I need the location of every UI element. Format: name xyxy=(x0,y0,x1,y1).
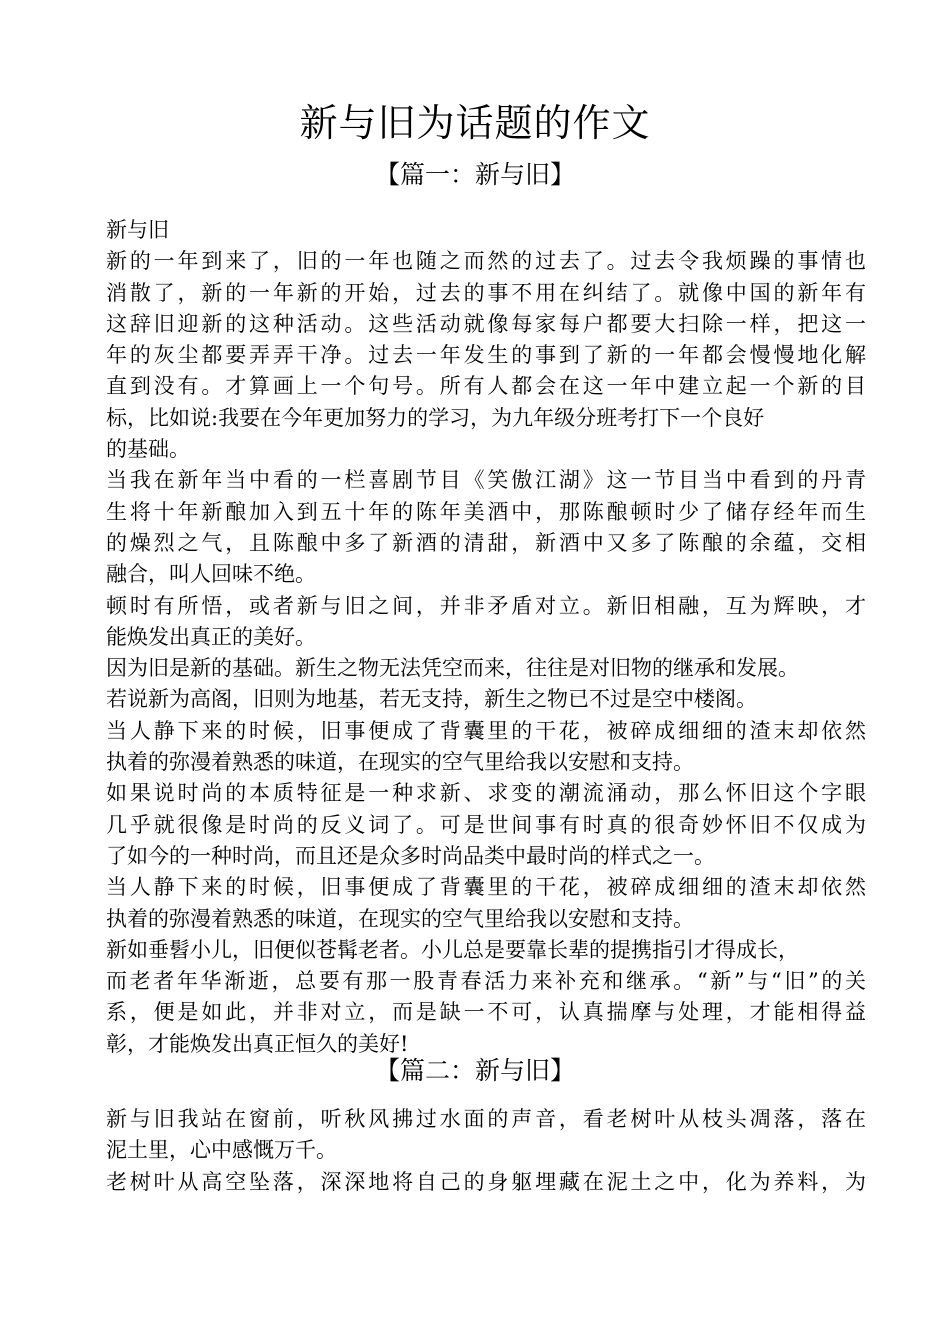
document-title: 新与旧为话题的作文 xyxy=(299,101,651,145)
body-line: 直到没有。才算画上一个句号。所有人都会在这一年中建立起一个新的目 xyxy=(106,374,866,399)
body-line: 而老者年华渐逝，总要有那一股青春活力来补充和继承。“新”与“旧”的关 xyxy=(106,969,866,994)
body-line: 的基础。 xyxy=(106,437,190,462)
body-line: 的燥烈之气，且陈酿中多了新酒的清甜，新酒中又多了陈酿的余蕴，交相 xyxy=(106,530,866,555)
body-line: 当人静下来的时候，旧事便成了背囊里的干花，被碎成细细的渣末却依然 xyxy=(106,718,866,743)
body-line: 如果说时尚的本质特征是一种求新、求变的潮流涌动，那么怀旧这个字眼 xyxy=(106,781,866,806)
body-line: 了如今的一种时尚，而且还是众多时尚品类中最时尚的样式之一。 xyxy=(106,843,715,868)
body-line: 泥土里，心中感慨万千。 xyxy=(106,1138,337,1163)
body-line: 新的一年到来了，旧的一年也随之而然的过去了。过去令我烦躁的事情也 xyxy=(106,249,866,274)
section-1-body xyxy=(106,215,866,1060)
body-line: 几乎就很像是时尚的反义词了。可是世间事有时真的很奇妙怀旧不仅成为 xyxy=(106,812,866,837)
body-line: 生将十年新酿加入到五十年的陈年美酒中，那陈酿顿时少了储存经年而生 xyxy=(106,499,866,524)
body-line: 因为旧是新的基础。新生之物无法凭空而来，往往是对旧物的继承和发展。 xyxy=(106,656,799,681)
body-line: 消散了，新的一年新的开始，过去的事不用在纠结了。就像中国的新年有 xyxy=(106,280,866,305)
section-2-body xyxy=(106,1104,866,1198)
body-line: 当人静下来的时候，旧事便成了背囊里的干花，被碎成细细的渣末却依然 xyxy=(106,875,866,900)
body-line: 若说新为高阁，旧则为地基，若无支持，新生之物已不过是空中楼阁。 xyxy=(106,687,757,712)
body-line: 能焕发出真正的美好。 xyxy=(106,624,316,649)
section-1-heading: 【篇一：新与旧】 xyxy=(374,160,575,189)
body-line: 老树叶从高空坠落，深深地将自己的身躯埋藏在泥土之中，化为养料，为 xyxy=(106,1169,866,1194)
body-line: 这辞旧迎新的这种活动。这些活动就像每家每户都要大扫除一样，把这一 xyxy=(106,311,866,336)
body-line: 年的灰尘都要弄弄干净。过去一年发生的事到了新的一年都会慢慢地化解 xyxy=(106,343,866,368)
body-line: 彰，才能焕发出真正恒久的美好! xyxy=(106,1031,409,1056)
body-line: 当我在新年当中看的一栏喜剧节目《笑傲江湖》这一节目当中看到的丹青 xyxy=(106,468,866,493)
body-line: 顿时有所悟，或者新与旧之间，并非矛盾对立。新旧相融，互为辉映，才 xyxy=(106,593,866,618)
body-line: 执着的弥漫着熟悉的味道，在现实的空气里给我以安慰和支持。 xyxy=(106,750,694,775)
body-line: 标，比如说:我要在今年更加努力的学习，为九年级分班考打下一个良好 xyxy=(106,405,765,430)
body-line: 新与旧 xyxy=(106,218,169,242)
body-line: 新与旧我站在窗前，听秋风拂过水面的声音，看老树叶从枝头凋落，落在 xyxy=(106,1107,866,1131)
body-line: 新如垂髫小儿，旧便似苍髯老者。小儿总是要靠长辈的提携指引才得成长， xyxy=(106,937,799,962)
body-line: 系，便是如此，并非对立，而是缺一不可，认真揣摩与处理，才能相得益 xyxy=(106,1000,866,1025)
body-line: 执着的弥漫着熟悉的味道，在现实的空气里给我以安慰和支持。 xyxy=(106,906,694,931)
section-2-heading: 【篇二：新与旧】 xyxy=(374,1056,575,1085)
body-line: 融合，叫人回味不绝。 xyxy=(106,562,316,587)
